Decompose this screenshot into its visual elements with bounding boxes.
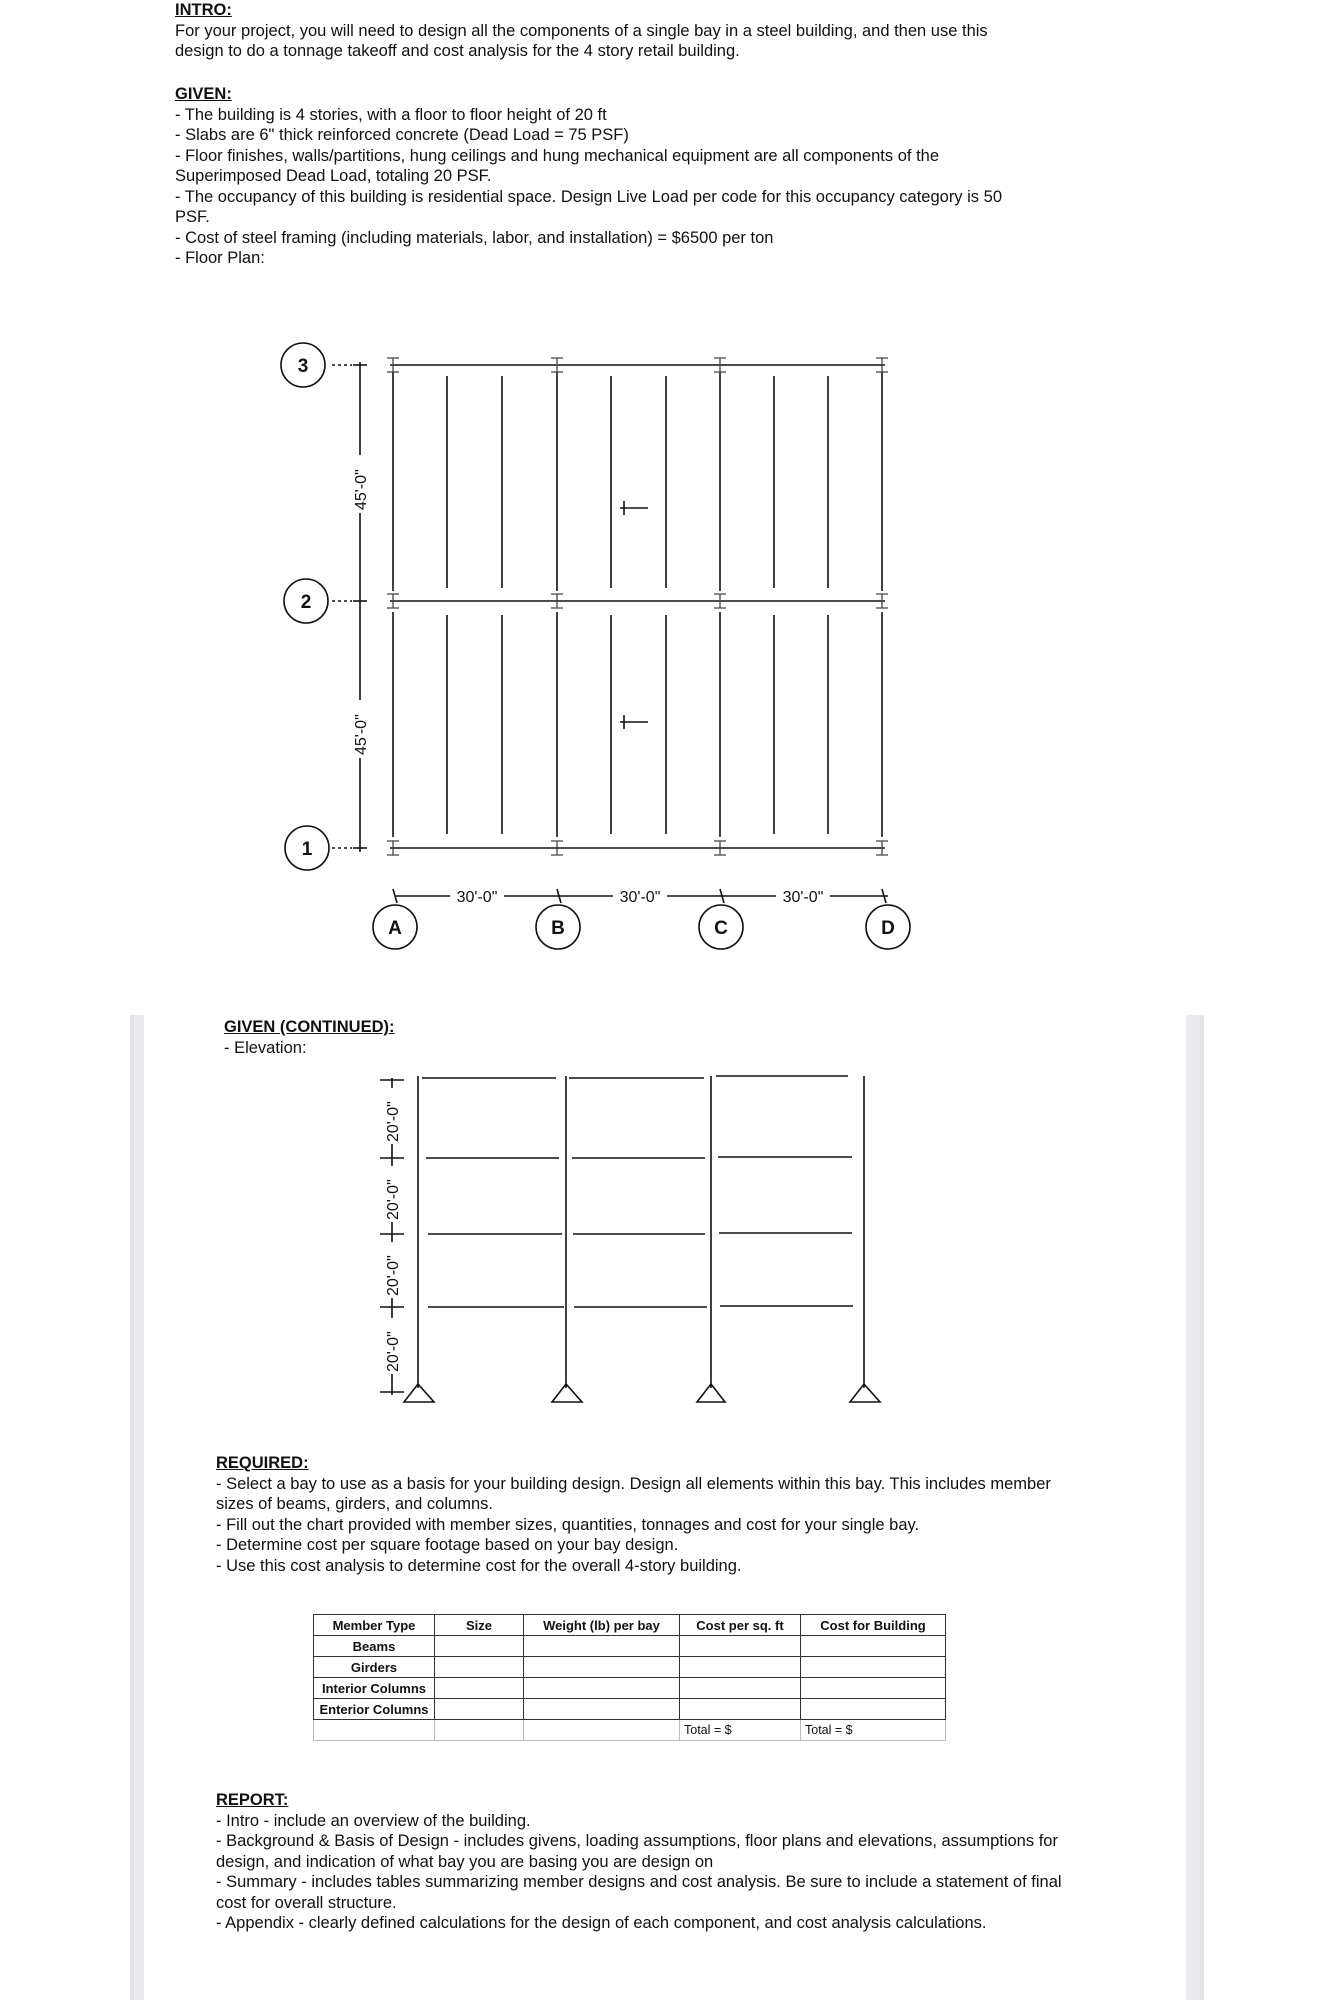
weight-cell[interactable]	[524, 1636, 680, 1657]
weight-cell[interactable]	[524, 1678, 680, 1699]
report-line: - Appendix - clearly defined calculations for the design of each component, and cost analysis calculations.	[216, 1914, 987, 1932]
span-direction-icon	[620, 501, 648, 729]
table-row	[314, 1699, 946, 1720]
grid-label: D	[881, 918, 895, 939]
member-type-cell: Girders	[314, 1657, 435, 1678]
story-dimension-text: 20'-0"	[385, 1331, 402, 1372]
cost-sqft-cell[interactable]	[680, 1699, 801, 1720]
given-line: - The occupancy of this building is residential space. Design Live Load per code for this occupancy category is 50	[175, 187, 1002, 206]
intro-line: design to do a tonnage takeoff and cost analysis for the 4 story retail building.	[175, 42, 740, 60]
report-line: - Background & Basis of Design - includes givens, loading assumptions, floor plans and elevations, assumptions for	[216, 1832, 1058, 1850]
report-heading: REPORT:	[216, 1791, 289, 1809]
report-line: - Intro - include an overview of the building.	[216, 1811, 531, 1830]
given-continued-heading: GIVEN (CONTINUED):	[224, 1018, 395, 1036]
grid-label: A	[388, 918, 402, 939]
column-header: Cost for Building	[801, 1615, 946, 1636]
grid-label: B	[551, 918, 565, 939]
total-building-cell[interactable]: Total = $	[801, 1720, 946, 1741]
intro-line: For your project, you will need to design all the components of a single bay in a steel building, and then use this	[175, 21, 988, 40]
column-header: Member Type	[314, 1615, 435, 1636]
member-type-cell: Beams	[314, 1636, 435, 1657]
given-continued-section	[224, 1017, 395, 1058]
given-continued-line: - Elevation:	[224, 1038, 307, 1057]
column-header: Size	[435, 1615, 524, 1636]
given-line: - Cost of steel framing (including materials, labor, and installation) = $6500 per ton	[175, 228, 774, 247]
size-cell[interactable]	[435, 1636, 524, 1657]
size-cell[interactable]	[435, 1657, 524, 1678]
given-line: - The building is 4 stories, with a floor to floor height of 20 ft	[175, 105, 607, 124]
grid-label: 3	[297, 356, 309, 377]
col-dimension-text: 30'-0"	[782, 889, 824, 906]
given-line: PSF.	[175, 208, 210, 226]
table-row	[314, 1636, 946, 1657]
member-type-cell: Enterior Columns	[314, 1699, 435, 1720]
column-header: Cost per sq. ft	[680, 1615, 801, 1636]
required-heading: REQUIRED:	[216, 1454, 309, 1472]
given-line: - Slabs are 6" thick reinforced concrete (Dead Load = 75 PSF)	[175, 126, 629, 144]
pin-support-icon	[850, 1384, 880, 1402]
col-dimension-text: 30'-0"	[456, 889, 498, 906]
size-cell[interactable]	[435, 1678, 524, 1699]
pin-support-icon	[552, 1384, 582, 1402]
table-row	[314, 1657, 946, 1678]
required-line: - Use this cost analysis to determine cost for the overall 4-story building.	[216, 1556, 742, 1575]
row-dimension-text: 45'-0"	[353, 469, 370, 510]
weight-cell[interactable]	[524, 1699, 680, 1720]
cost-building-cell[interactable]	[801, 1636, 946, 1657]
required-line: - Select a bay to use as a basis for your building design. Design all elements within this bay. This includes member	[216, 1474, 1051, 1493]
total-sqft-cell[interactable]: Total = $	[680, 1720, 801, 1741]
row-dimension-text: 45'-0"	[353, 714, 370, 755]
report-line: design, and indication of what bay you are basing you are design on	[216, 1852, 714, 1871]
grid-label: 1	[301, 839, 313, 860]
cost-sqft-cell[interactable]	[680, 1678, 801, 1699]
column-symbols	[387, 358, 888, 855]
col-dimension-text: 30'-0"	[619, 889, 661, 906]
intro-heading: INTRO:	[175, 1, 232, 19]
report-line: cost for overall structure.	[216, 1893, 397, 1912]
story-dimension-text: 20'-0"	[385, 1255, 402, 1296]
story-dimension-text: 20'-0"	[385, 1101, 402, 1142]
elevation-diagram	[0, 1060, 1333, 1420]
table-row	[314, 1678, 946, 1699]
cost-building-cell[interactable]	[801, 1678, 946, 1699]
table-header-row	[314, 1615, 946, 1636]
member-type-cell: Interior Columns	[314, 1678, 435, 1699]
story-dimension-text: 20'-0"	[385, 1179, 402, 1220]
given-line: - Floor Plan:	[175, 249, 265, 267]
given-line: - Floor finishes, walls/partitions, hung ceilings and hung mechanical equipment are all components of the	[175, 146, 940, 165]
required-line: - Fill out the chart provided with member sizes, quantities, tonnages and cost for your single bay.	[216, 1515, 920, 1534]
cost-building-cell[interactable]	[801, 1657, 946, 1678]
floor-plan-diagram	[0, 0, 1333, 960]
cost-sqft-cell[interactable]	[680, 1657, 801, 1678]
pin-support-icon	[404, 1384, 434, 1402]
grid-label: 2	[300, 592, 312, 613]
required-line: sizes of beams, girders, and columns.	[216, 1495, 493, 1513]
grid-label: C	[714, 918, 728, 939]
cost-analysis-table	[313, 1614, 946, 1741]
cost-sqft-cell[interactable]	[680, 1636, 801, 1657]
table-total-row	[314, 1720, 946, 1741]
column-header: Weight (lb) per bay	[524, 1615, 680, 1636]
required-line: - Determine cost per square footage based on your bay design.	[216, 1536, 679, 1554]
report-line: - Summary - includes tables summarizing member designs and cost analysis. Be sure to include a statement of final	[216, 1873, 1062, 1891]
size-cell[interactable]	[435, 1699, 524, 1720]
given-line: Superimposed Dead Load, totaling 20 PSF.	[175, 167, 492, 185]
required-section	[216, 1453, 1051, 1576]
given-heading: GIVEN:	[175, 85, 232, 103]
weight-cell[interactable]	[524, 1657, 680, 1678]
cost-building-cell[interactable]	[801, 1699, 946, 1720]
report-section	[216, 1790, 1062, 1934]
beam-lines	[447, 376, 828, 834]
